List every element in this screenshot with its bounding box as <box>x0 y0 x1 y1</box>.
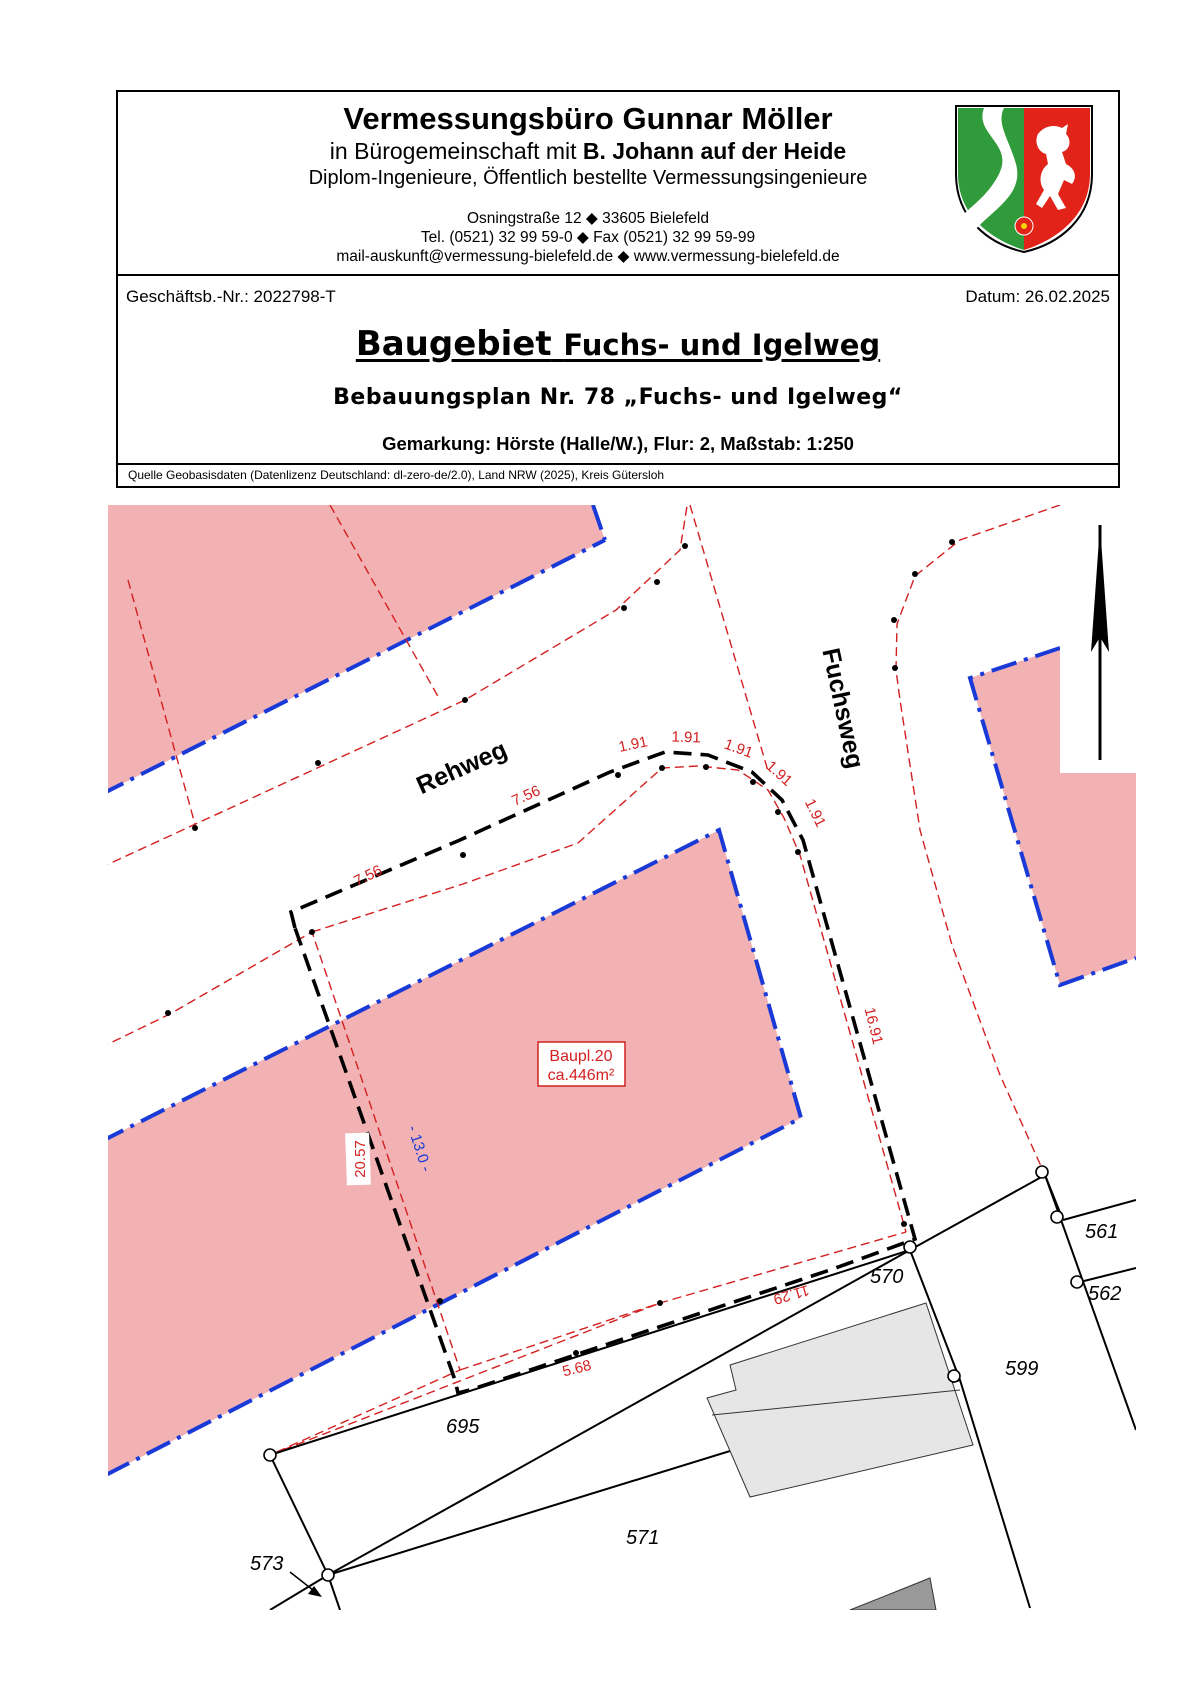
office-address: Osningstraße 12 ◆ 33605 Bielefeld <box>467 210 709 227</box>
plot-label-number: Baupl.20 <box>549 1048 613 1065</box>
data-source-note: Quelle Geobasisdaten (Datenlizenz Deutschland: dl-zero-de/2.0), Land NRW (2025), Kreis Gütersloh <box>128 468 665 482</box>
office-partnership-prefix: in Bürogemeinschaft mit <box>329 138 577 164</box>
office-profession: Diplom-Ingenieure, Öffentlich bestellte Vermessungsingenieure <box>308 167 868 189</box>
office-partnership <box>118 138 1058 165</box>
parcel-571: 571 <box>626 1527 660 1549</box>
reference-number: Geschäftsb.-Nr.: 2022798-T <box>126 287 336 306</box>
cadastral-district: Gemarkung: Hörste (Halle/W.), Flur: 2, Maßstab: 1:250 <box>382 433 854 454</box>
dim-191-5: 1.91 <box>801 796 830 830</box>
dim-191-4: 1.91 <box>762 757 796 790</box>
existing-building-2 <box>850 1578 936 1610</box>
building-zone-top-left <box>100 505 605 795</box>
parcel-570: 570 <box>870 1266 904 1288</box>
office-partner-name: B. Johann auf der Heide <box>582 138 847 164</box>
dim-191-1: 1.91 <box>617 733 650 756</box>
project-title-main: Baugebiet <box>355 324 552 364</box>
dim-756-b: 7.56 <box>509 782 543 810</box>
plot-label-area: ca.446m² <box>547 1067 615 1084</box>
dim-191-3: 1.91 <box>721 735 756 762</box>
parcel-573: 573 <box>250 1553 284 1575</box>
building-zone-center <box>100 830 801 1478</box>
office-phone: Tel. (0521) 32 99 59-0 ◆ Fax (0521) 32 99 59-99 <box>420 229 756 246</box>
document-date: Datum: 26.02.2025 <box>965 287 1110 306</box>
parcel-695: 695 <box>446 1416 480 1438</box>
office-contact <box>118 209 1058 266</box>
nrw-coat-of-arms-icon <box>954 104 1094 254</box>
existing-building <box>707 1303 973 1497</box>
street-rehweg: Rehweg <box>412 735 512 800</box>
office-web: mail-auskunft@vermessung-bielefeld.de ◆ www.vermessung-bielefeld.de <box>336 248 840 265</box>
development-plan: Bebauungsplan Nr. 78 „Fuchs- und Igelweg“ <box>333 385 903 410</box>
dim-756-a: 7.56 <box>351 861 385 890</box>
project-title-sub: Fuchs- und Igelweg <box>563 328 881 362</box>
dim-191-2: 1.91 <box>671 728 702 747</box>
project-title <box>118 324 1118 364</box>
title-block <box>116 90 1120 488</box>
parcel-599: 599 <box>1005 1358 1039 1380</box>
dim-130: - 13.0 - <box>403 1123 435 1174</box>
dim-1691: 16.91 <box>860 1005 887 1047</box>
dim-2057: 20.57 <box>352 1140 369 1178</box>
parcel-561: 561 <box>1085 1221 1119 1243</box>
dim-568: 5.68 <box>560 1356 594 1381</box>
parcel-562: 562 <box>1088 1283 1122 1305</box>
dim-1129: 11.29 <box>771 1281 812 1308</box>
office-name: Vermessungsbüro Gunnar Möller <box>343 101 833 136</box>
street-fuchsweg: Fuchsweg <box>816 645 870 772</box>
